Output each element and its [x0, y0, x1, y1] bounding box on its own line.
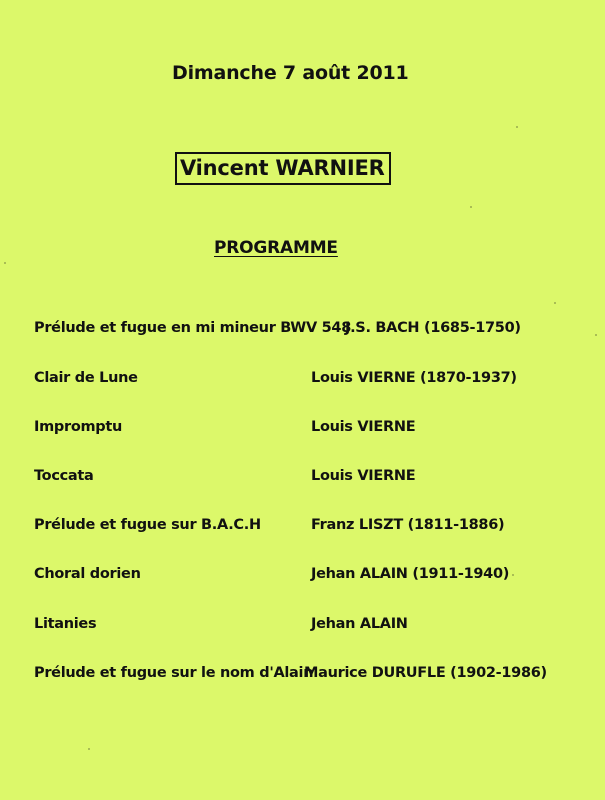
composer-name: Louis VIERNE (1870-1937) [311, 370, 517, 386]
work-title: Choral dorien [34, 566, 141, 582]
scan-speck [512, 574, 514, 576]
composer-name: Louis VIERNE [311, 468, 416, 484]
scan-speck [4, 262, 6, 264]
work-title: Litanies [34, 616, 97, 632]
work-title: Toccata [34, 468, 94, 484]
concert-date: Dimanche 7 août 2011 [172, 62, 409, 84]
program-entry [0, 616, 605, 638]
composer-name: Jehan ALAIN (1911-1940) [311, 566, 510, 582]
scan-speck [516, 126, 518, 128]
composer-name: Maurice DURUFLE (1902-1986) [304, 665, 547, 681]
work-title: Prélude et fugue en mi mineur BWV 548 [34, 320, 351, 336]
scan-speck [595, 334, 597, 336]
program-entry [0, 370, 605, 392]
program-entry [0, 320, 605, 342]
work-title: Prélude et fugue sur le nom d'Alain [34, 665, 314, 681]
composer-name: J.S. BACH (1685-1750) [345, 320, 521, 336]
program-entry [0, 517, 605, 539]
performer-name-box: Vincent WARNIER [175, 152, 391, 185]
scan-speck [470, 206, 472, 208]
program-entry [0, 566, 605, 588]
scan-speck [554, 302, 556, 304]
scan-speck [88, 748, 90, 750]
composer-name: Jehan ALAIN [311, 616, 408, 632]
program-entry [0, 665, 605, 687]
program-entry [0, 419, 605, 441]
composer-name: Franz LISZT (1811-1886) [311, 517, 505, 533]
composer-name: Louis VIERNE [311, 419, 416, 435]
program-entry [0, 468, 605, 490]
work-title: Clair de Lune [34, 370, 138, 386]
programme-heading: PROGRAMME [214, 238, 338, 258]
work-title: Prélude et fugue sur B.A.C.H [34, 517, 261, 533]
work-title: Impromptu [34, 419, 123, 435]
